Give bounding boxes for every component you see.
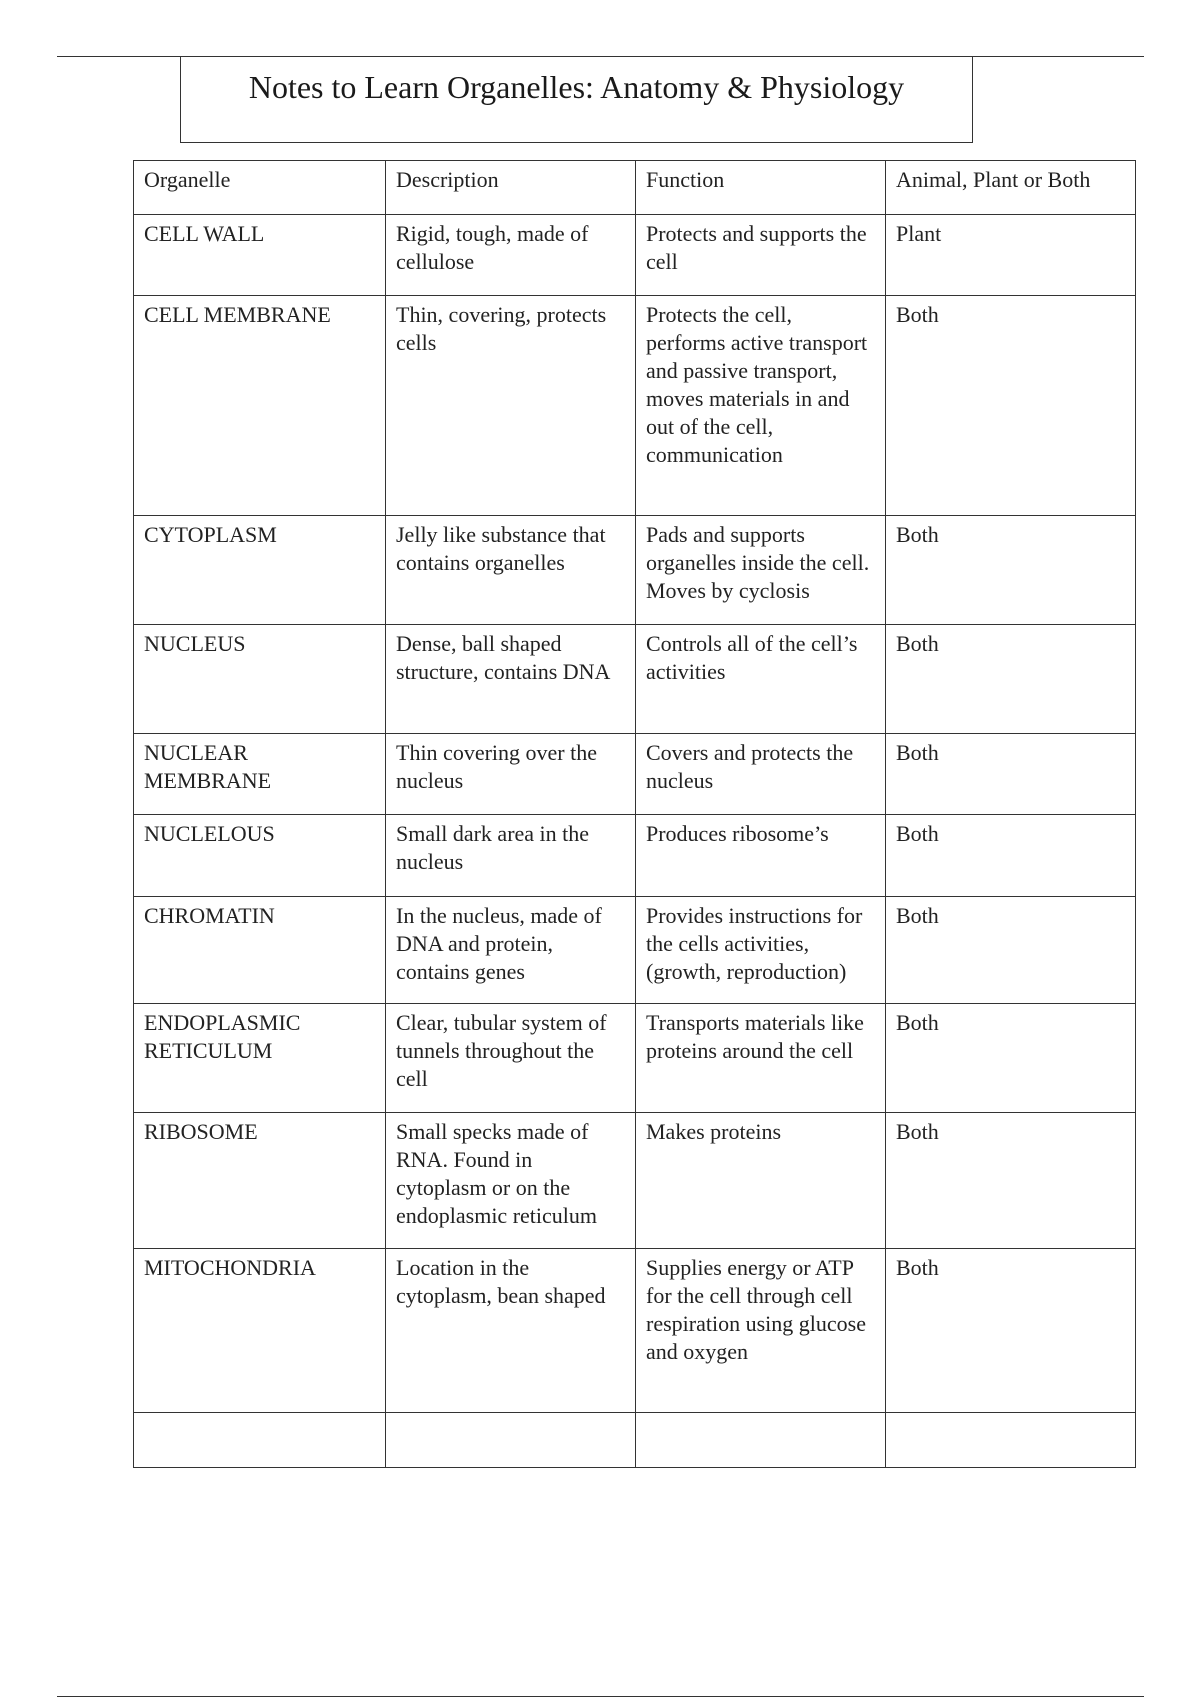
- type-cell: Both: [886, 1004, 1136, 1113]
- function-cell: Transports materials like proteins around the cell: [636, 1004, 886, 1113]
- table-row: [134, 1249, 1136, 1413]
- title-box: [180, 57, 973, 143]
- organelle-cell: CELL MEMBRANE: [134, 296, 386, 516]
- organelle-table: [133, 160, 1136, 1468]
- function-cell: Produces ribosome’s: [636, 815, 886, 897]
- description-cell: In the nucleus, made of DNA and protein, contains genes: [386, 897, 636, 1004]
- type-cell: Both: [886, 1113, 1136, 1249]
- description-cell: Thin covering over the nucleus: [386, 734, 636, 815]
- table-row: [134, 897, 1136, 1004]
- description-cell: [386, 1413, 636, 1468]
- table-row: [134, 296, 1136, 516]
- function-cell: Protects and supports the cell: [636, 215, 886, 296]
- type-cell: Both: [886, 516, 1136, 625]
- function-cell: Supplies energy or ATP for the cell through cell respiration using glucose and oxygen: [636, 1249, 886, 1413]
- header-function: Function: [636, 161, 886, 215]
- description-cell: Clear, tubular system of tunnels throughout the cell: [386, 1004, 636, 1113]
- organelle-cell: MITOCHONDRIA: [134, 1249, 386, 1413]
- description-cell: Jelly like substance that contains organelles: [386, 516, 636, 625]
- table-row: [134, 215, 1136, 296]
- type-cell: Both: [886, 1249, 1136, 1413]
- table-row: [134, 734, 1136, 815]
- type-cell: Both: [886, 734, 1136, 815]
- type-cell: Both: [886, 625, 1136, 734]
- description-cell: Dense, ball shaped structure, contains DNA: [386, 625, 636, 734]
- organelle-cell: NUCLELOUS: [134, 815, 386, 897]
- type-cell: Both: [886, 296, 1136, 516]
- type-cell: Both: [886, 897, 1136, 1004]
- type-cell: [886, 1413, 1136, 1468]
- description-cell: Small specks made of RNA. Found in cytoplasm or on the endoplasmic reticulum: [386, 1113, 636, 1249]
- type-cell: Both: [886, 815, 1136, 897]
- function-cell: Controls all of the cell’s activities: [636, 625, 886, 734]
- organelle-cell: CELL WALL: [134, 215, 386, 296]
- header-description: Description: [386, 161, 636, 215]
- bottom-rule: [57, 1696, 1144, 1697]
- function-cell: Pads and supports organelles inside the cell. Moves by cyclosis: [636, 516, 886, 625]
- function-cell: Makes proteins: [636, 1113, 886, 1249]
- function-cell: [636, 1413, 886, 1468]
- description-cell: Small dark area in the nucleus: [386, 815, 636, 897]
- description-cell: Thin, covering, protects cells: [386, 296, 636, 516]
- organelle-cell: RIBOSOME: [134, 1113, 386, 1249]
- table-row: [134, 815, 1136, 897]
- header-organelle: Organelle: [134, 161, 386, 215]
- organelle-cell: CYTOPLASM: [134, 516, 386, 625]
- type-cell: Plant: [886, 215, 1136, 296]
- function-cell: Provides instructions for the cells activities, (growth, reproduction): [636, 897, 886, 1004]
- table-row-empty: [134, 1413, 1136, 1468]
- header-type: Animal, Plant or Both: [886, 161, 1136, 215]
- description-cell: Location in the cytoplasm, bean shaped: [386, 1249, 636, 1413]
- function-cell: Covers and protects the nucleus: [636, 734, 886, 815]
- table-header-row: [134, 161, 1136, 215]
- organelle-cell: NUCLEUS: [134, 625, 386, 734]
- table-row: [134, 516, 1136, 625]
- organelle-cell: NUCLEAR MEMBRANE: [134, 734, 386, 815]
- page-title: Notes to Learn Organelles: Anatomy & Physiology: [248, 69, 905, 105]
- organelle-cell: [134, 1413, 386, 1468]
- table-row: [134, 625, 1136, 734]
- function-cell: Protects the cell, performs active transport and passive transport, moves materials in and out of the cell, communication: [636, 296, 886, 516]
- organelle-cell: CHROMATIN: [134, 897, 386, 1004]
- table-row: [134, 1004, 1136, 1113]
- description-cell: Rigid, tough, made of cellulose: [386, 215, 636, 296]
- organelle-cell: ENDOPLASMIC RETICULUM: [134, 1004, 386, 1113]
- table-row: [134, 1113, 1136, 1249]
